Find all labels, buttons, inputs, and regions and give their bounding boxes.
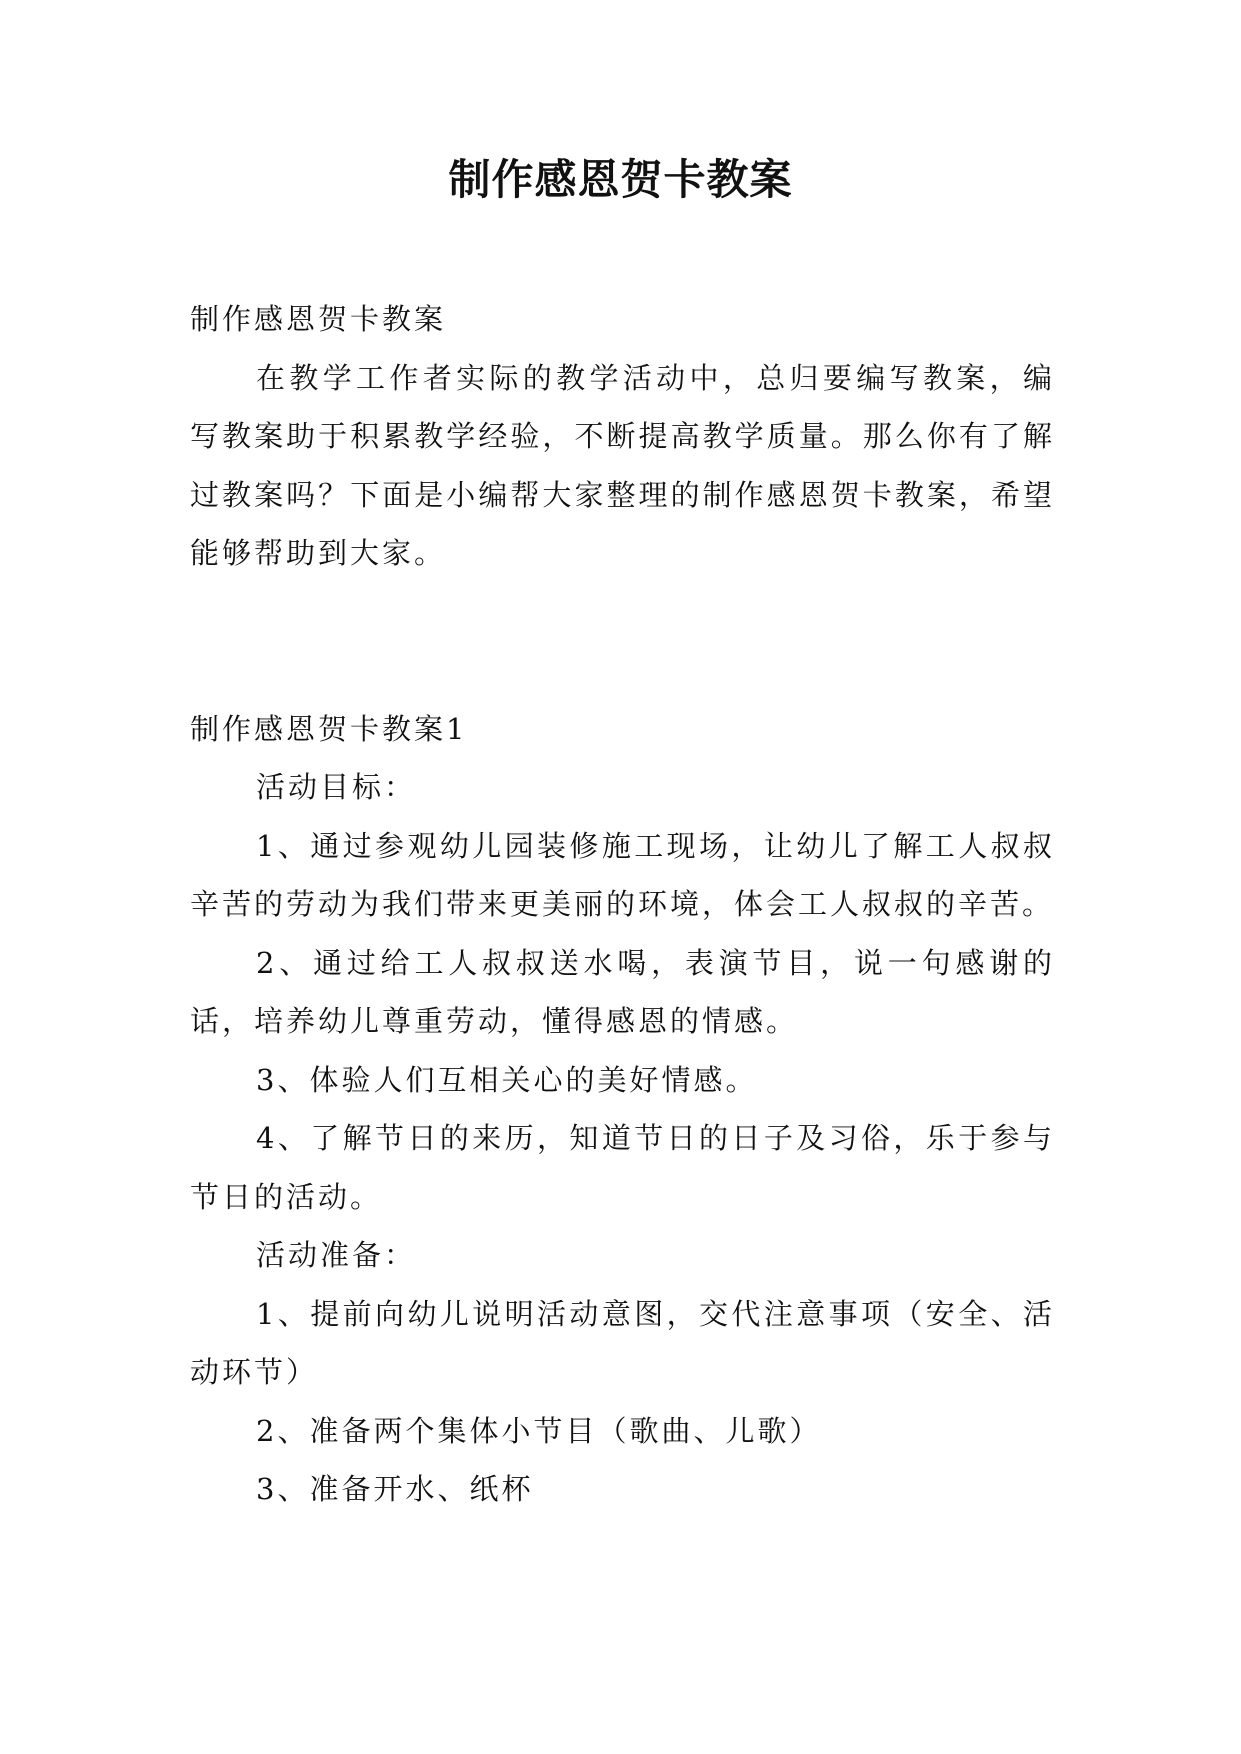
goals-heading: 活动目标：: [256, 770, 417, 804]
prep-heading: 活动准备：: [256, 1238, 417, 1272]
intro-heading: 制作感恩贺卡教案: [190, 302, 447, 336]
goal-item: 1、通过参观幼儿园装修施工现场，让幼儿了解工人叔叔辛苦的劳动为我们带来更美丽的环境，体会工人叔叔的辛苦。: [190, 828, 1055, 921]
intro-paragraph: 在教学工作者实际的教学活动中，总归要编写教案，编写教案助于积累教学经验，不断提高教学质量。那么你有了解过教案吗？下面是小编帮大家整理的制作感恩贺卡教案，希望能够帮助到大家。: [190, 360, 1055, 570]
document-body: [190, 290, 1055, 1519]
prep-item: 1、提前向幼儿说明活动意图，交代注意事项（安全、活动环节）: [190, 1296, 1055, 1389]
prep-item: 3、准备开水、纸杯: [256, 1472, 534, 1506]
section-gap: [190, 583, 1055, 700]
document-title: 制作感恩贺卡教案: [448, 155, 793, 204]
section-heading: 制作感恩贺卡教案1: [190, 711, 468, 746]
goal-item: 2、通过给工人叔叔送水喝，表演节目，说一句感谢的话，培养幼儿尊重劳动，懂得感恩的情感。: [190, 945, 1055, 1038]
goal-item: 3、体验人们互相关心的美好情感。: [256, 1062, 758, 1097]
prep-item: 2、准备两个集体小节目（歌曲、儿歌）: [256, 1413, 822, 1448]
goal-item: 4、了解节日的来历，知道节日的日子及习俗，乐于参与节日的活动。: [190, 1121, 1055, 1214]
